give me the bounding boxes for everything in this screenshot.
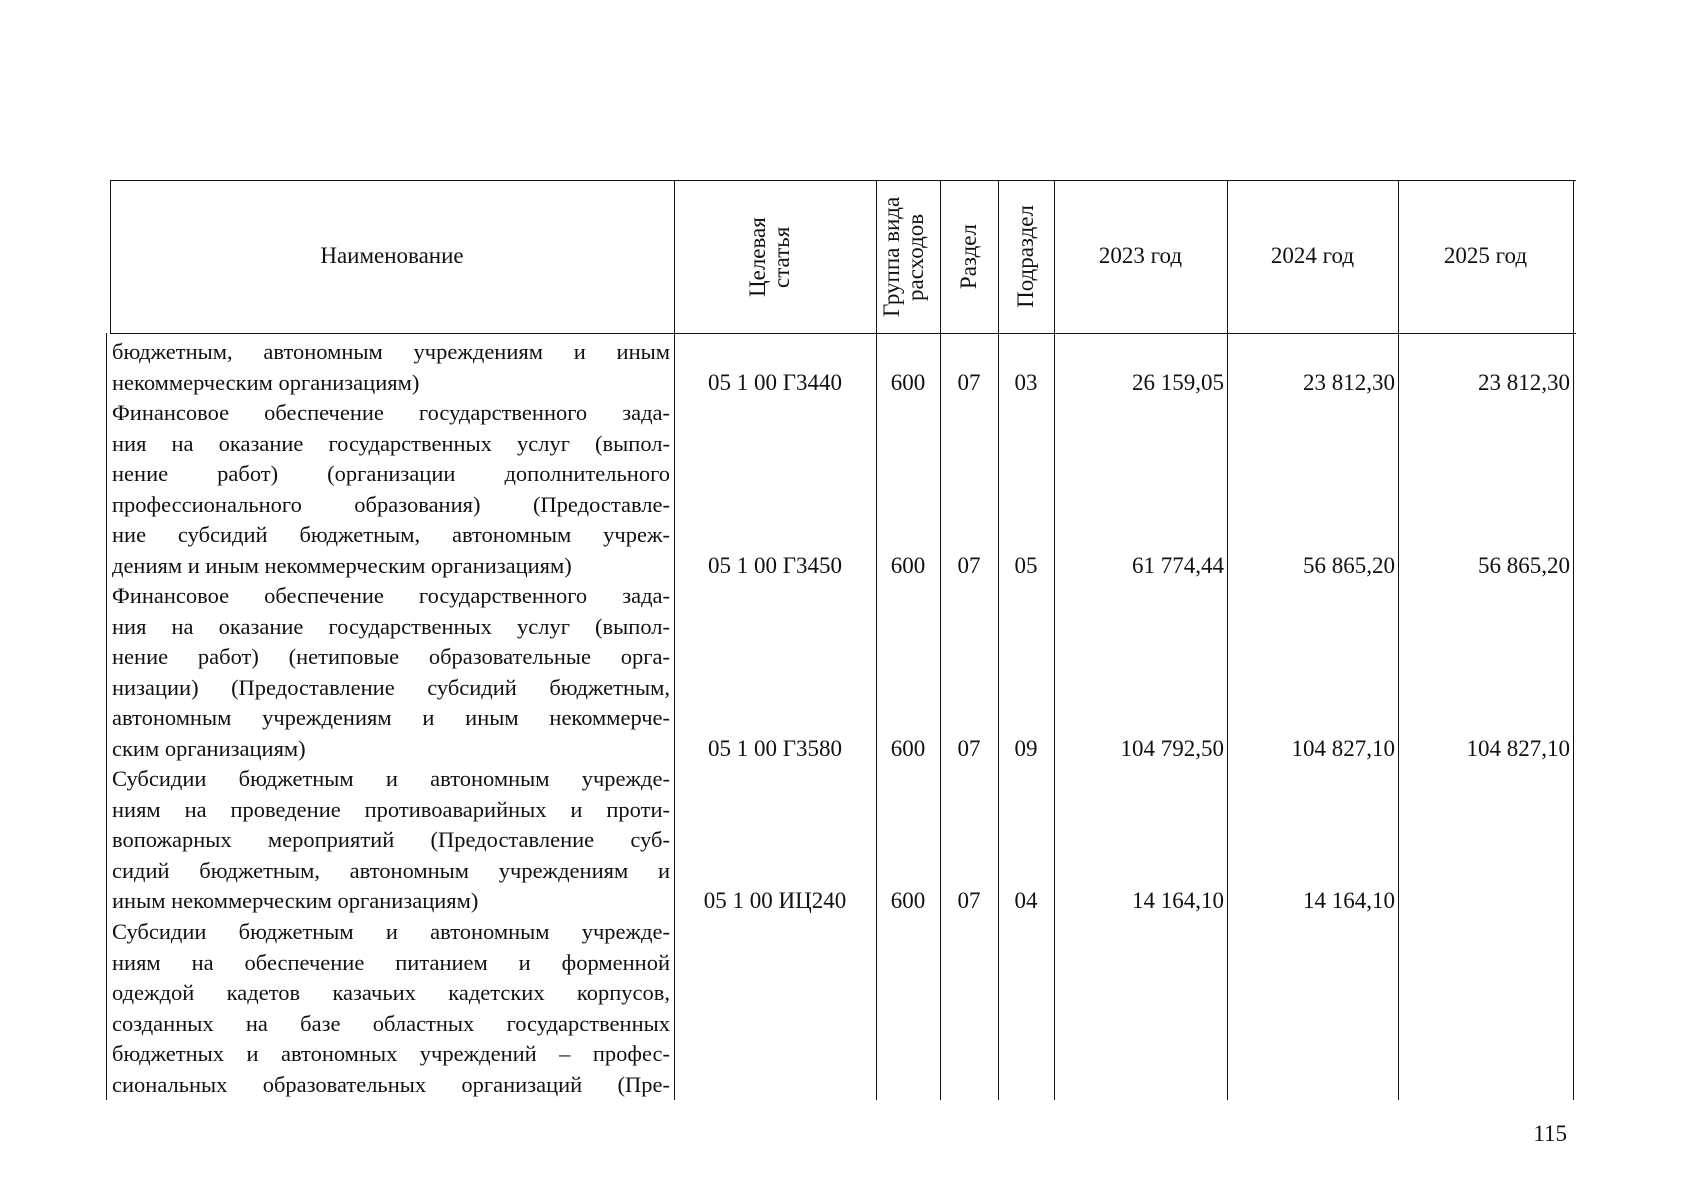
- row-2-2023: 61 774,44: [1132, 553, 1224, 578]
- row-4-line-1: Субсидии бюджетным и автономным учрежде-: [112, 766, 670, 791]
- header-section-label: Раздел: [955, 223, 981, 290]
- row-1-subsection: 03: [1014, 370, 1038, 395]
- row-1-2023: 26 159,05: [1132, 370, 1224, 395]
- row-3-subsection: 09: [1014, 736, 1038, 761]
- row-4-subsection: 04: [1014, 888, 1038, 913]
- row-1-code: 05 1 00 Г3440: [707, 370, 843, 395]
- row-1-2024: 23 812,30: [1303, 370, 1395, 395]
- row-1-name: [112, 337, 670, 398]
- row-2-line-2: ния на оказание государственных услуг (выпол-: [112, 430, 670, 456]
- header-section: [940, 180, 998, 333]
- row-4-group: 600: [890, 888, 926, 913]
- row-1-group: 600: [890, 370, 926, 395]
- row-5-line-1: Субсидии бюджетным и автономным учрежде-: [112, 919, 670, 944]
- page-number: 115: [1533, 1121, 1567, 1146]
- row-4-2024: 14 164,10: [1303, 888, 1395, 913]
- row-2-line-3: нение работ) (организации дополнительного: [112, 461, 670, 486]
- row-4-line-3: вопожарных мероприятий (Предоставление суб-: [112, 827, 670, 852]
- row-3-code: 05 1 00 Г3580: [707, 736, 843, 761]
- row-5-line-2: ниям на обеспечение питанием и форменной: [112, 949, 670, 975]
- col-border-right: [1573, 180, 1574, 1100]
- header-subsection-label: Подраздел: [1012, 205, 1038, 308]
- row-3-section: 07: [957, 736, 981, 761]
- row-3-line-4: низации) (Предоставление субсидий бюджетным,: [112, 674, 670, 700]
- row-5-line-6: сиональных образовательных организаций (Пре-: [112, 1071, 670, 1097]
- row-4-section: 07: [957, 888, 981, 913]
- row-4-line-5: иным некоммерческим организациям): [112, 888, 479, 913]
- row-4-code: 05 1 00 ИЦ240: [703, 888, 847, 913]
- row-4-line-2: ниям на проведение противоаварийных и проти-: [112, 796, 670, 822]
- row-5-name: [112, 917, 670, 1100]
- row-2-subsection: 05: [1014, 553, 1038, 578]
- budget-table: [110, 180, 1576, 1100]
- row-2-name: [112, 398, 670, 581]
- row-2-line-1: Финансовое обеспечение государственного зада-: [112, 400, 670, 425]
- row-3-line-2: ния на оказание государственных услуг (выпол-: [112, 613, 670, 639]
- row-1-2025: 23 812,30: [1478, 370, 1570, 395]
- row-1-line-1: бюджетным, автономным учреждениям и иным: [112, 339, 670, 364]
- header-2024: 2024 год: [1270, 243, 1355, 269]
- header-subsection: [998, 180, 1054, 333]
- row-3-line-1: Финансовое обеспечение государственного зада-: [112, 583, 670, 608]
- row-2-group: 600: [890, 553, 926, 578]
- row-4-name: [112, 764, 670, 917]
- row-2-2024: 56 865,20: [1303, 553, 1395, 578]
- row-2-line-6: дениям и иным некоммерческим организациям): [112, 552, 572, 578]
- row-3-group: 600: [890, 736, 926, 761]
- row-2-line-5: ние субсидий бюджетным, автономным учреж-: [112, 522, 670, 547]
- row-4-2023: 14 164,10: [1132, 888, 1224, 913]
- header-bottom-border: [110, 333, 1576, 334]
- header-2023: 2023 год: [1098, 243, 1183, 269]
- row-5-line-4: созданных на базе областных государственных: [112, 1010, 670, 1036]
- row-1-section: 07: [957, 370, 981, 395]
- row-2-code: 05 1 00 Г3450: [707, 553, 843, 578]
- row-3-2025: 104 827,10: [1466, 736, 1570, 761]
- row-4-line-4: сидий бюджетным, автономным учреждениям и: [112, 857, 670, 883]
- row-3-line-5: автономным учреждениям и иным некоммерче-: [112, 705, 670, 730]
- header-group: [876, 180, 940, 333]
- row-5-line-5: бюджетных и автономных учреждений – профес-: [112, 1041, 670, 1066]
- header-target-label: Целевая статья: [745, 216, 795, 297]
- col-border-left-body: [106, 333, 107, 1100]
- row-2-section: 07: [957, 553, 981, 578]
- header-target: [674, 180, 876, 333]
- row-5-line-3: одеждой кадетов казачьих кадетских корпусов,: [112, 980, 670, 1005]
- row-3-line-6: ским организациям): [112, 735, 306, 761]
- row-2-2025: 56 865,20: [1478, 553, 1570, 578]
- row-3-name: [112, 581, 670, 764]
- row-2-line-4: профессионального образования) (Предоставле-: [112, 491, 670, 517]
- row-3-2023: 104 792,50: [1120, 736, 1224, 761]
- header-name: Наименование: [320, 243, 464, 269]
- row-1-line-2: некоммерческим организациям): [112, 369, 420, 395]
- header-group-label: Группа вида расходов: [879, 196, 929, 317]
- row-3-line-3: нение работ) (нетиповые образовательные орга-: [112, 644, 670, 669]
- row-3-2024: 104 827,10: [1291, 736, 1395, 761]
- header-2025: 2025 год: [1443, 243, 1528, 269]
